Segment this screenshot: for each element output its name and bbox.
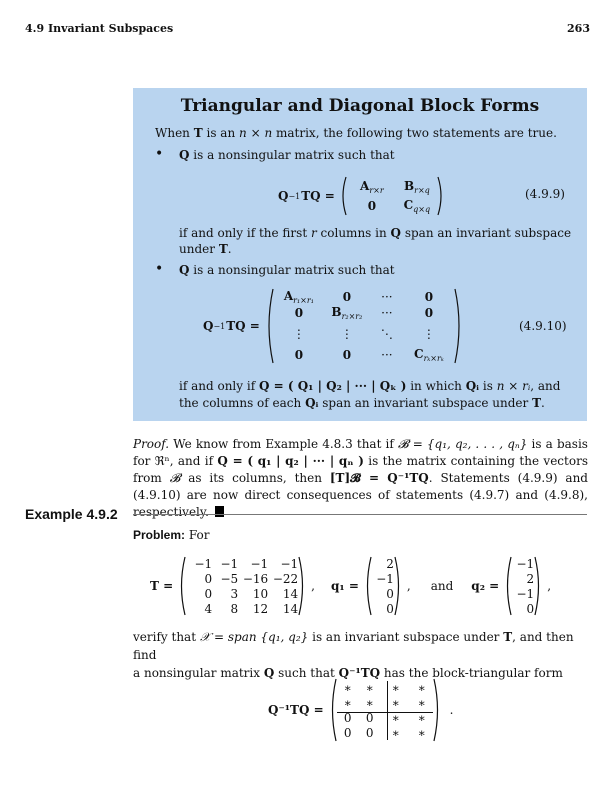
page-number: 263	[567, 22, 590, 35]
matrix-cell: −16	[242, 571, 269, 586]
eq2-matrix	[274, 290, 454, 362]
item2-Q: Q	[179, 263, 190, 277]
q2-vector	[512, 557, 534, 616]
eq-number: (4.9.9)	[525, 187, 565, 201]
iff1: if and only if the first r columns in Q span an invariant subspace under T.	[179, 226, 572, 256]
matrix-cell: 0	[526, 601, 535, 616]
matrix-cell: 0	[365, 710, 374, 725]
bullet: •	[155, 146, 164, 162]
matrix-cell: 0	[386, 586, 394, 601]
left-paren	[328, 678, 337, 742]
eq2-zero: 0	[342, 290, 352, 304]
right-paren	[394, 556, 403, 616]
matrix-cell: ∗	[391, 710, 400, 725]
matrix-cell: 0	[343, 725, 352, 740]
qed-mark	[215, 506, 224, 517]
intro-text: is an	[206, 126, 236, 140]
theorem-box	[133, 88, 587, 421]
box-intro	[155, 126, 557, 140]
matrix-cell: 0	[343, 710, 352, 725]
section-title: 4.9 Invariant Subspaces	[25, 22, 174, 35]
item1-Q: Q	[179, 148, 190, 162]
eq1-sup: −1	[288, 191, 301, 201]
eq2-hdots: ···	[381, 306, 393, 320]
matrix-cell: ∗	[417, 680, 426, 695]
matrix-cell: 3	[230, 586, 239, 601]
eq1-C: $C_{q\times q}$	[403, 197, 431, 214]
eq1-matrix	[347, 179, 437, 214]
eq2-vdots: ⋮	[340, 327, 353, 341]
matrix-cell: −1	[220, 556, 239, 571]
eq2-C: $C_{r_k\times r_k}$	[414, 347, 444, 363]
matrix-cell: −5	[220, 571, 239, 586]
eq2-vdots: ⋮	[292, 327, 305, 341]
example-matrices: T = −1 −1 −1 −1 0 −5 −16 −22 0 3 10 14 4 8 12 14 , q₁ = 2 −1 0 0 , and q₂ = −1 2 −1 0 ,	[150, 556, 552, 616]
eq1-TQ: TQ =	[301, 189, 335, 203]
matrix-cell: 4	[204, 601, 213, 616]
matrix-cell: 12	[252, 601, 269, 616]
matrix-cell: −1	[280, 556, 299, 571]
matrix-cell: ∗	[365, 680, 374, 695]
intro-text: When	[155, 126, 190, 140]
matrix-cell: ∗	[391, 725, 400, 740]
left-paren	[177, 556, 186, 616]
eq1-B: $B_{r\times q}$	[403, 178, 430, 195]
final-lhs: Q⁻¹TQ =	[268, 703, 324, 717]
block-triangular-form: Q⁻¹TQ = ∗ ∗ ∗ ∗ ∗ ∗ ∗ ∗ 0 0 ∗ ∗ 0 0 ∗ ∗ .	[268, 678, 454, 742]
matrix-cell: −1	[250, 556, 269, 571]
matrix-cell: 10	[252, 586, 269, 601]
left-paren	[503, 556, 512, 616]
eq2-zero: 0	[294, 348, 304, 362]
equation-4-9-9	[278, 176, 445, 216]
item1	[179, 148, 395, 162]
eq2-hdots: ···	[381, 290, 393, 304]
matrix-cell: ∗	[343, 680, 352, 695]
matrix-cell: ∗	[343, 695, 352, 710]
final-matrix	[337, 682, 433, 740]
matrix-cell: −1	[376, 571, 394, 586]
item2	[179, 263, 395, 277]
eq1-A: $A_{r\times r}$	[360, 178, 384, 195]
q1-label: q₁ =	[331, 579, 359, 593]
left-paren	[339, 176, 347, 216]
eq2-TQ: TQ =	[226, 319, 260, 333]
example-rule	[133, 514, 587, 515]
block-divider-vertical	[387, 681, 388, 740]
final-matrix-wrap	[337, 681, 433, 740]
right-paren	[454, 288, 464, 364]
eq2-zero: 0	[424, 290, 434, 304]
T-matrix	[186, 557, 298, 616]
problem-statement: Problem: For	[133, 528, 210, 542]
matrix-cell: 2	[526, 571, 535, 586]
eq1-zero: 0	[367, 198, 377, 213]
item2-text: is a nonsingular matrix such that	[193, 263, 395, 277]
matrix-cell: ∗	[391, 695, 400, 710]
matrix-cell: 2	[386, 556, 394, 571]
intro-text: matrix, the following two statements are true.	[276, 126, 557, 140]
proof-paragraph: Proof. We know from Example 4.8.3 that if 𝓑 = {q₁, q₂, . . . , qₙ} is a basis for ℜⁿ, and if Q = ( q₁ | q₂ | ··· | qₙ ) is the matrix containing the vectors from 𝓑 as its columns, then [T]𝓑 = Q⁻¹TQ. Statements (4.9.9) and (4.9.10) are now direct consequences of statements (4.9.7) and (4.9.8), respectively.	[133, 437, 588, 519]
example-label: Example 4.9.2	[25, 506, 118, 522]
q2-label: q₂ =	[471, 579, 500, 593]
matrix-cell: ∗	[365, 695, 374, 710]
iff2: if and only if Q = ( Q₁ | Q₂ | ··· | Qₖ ) in which Qᵢ is n × rᵢ, and the columns of each Qᵢ span an invariant subspace under T.	[179, 379, 561, 410]
verify-paragraph: verify that 𝒳 = span {q₁, q₂} is an invariant subspace under T, and then find a nonsingular matrix Q such that Q⁻¹TQ has the block-triangular form	[133, 630, 574, 680]
matrix-cell: ∗	[417, 725, 426, 740]
block-divider-horizontal	[337, 712, 433, 713]
matrix-cell: −1	[194, 556, 213, 571]
matrix-cell: 0	[365, 725, 374, 740]
matrix-cell: ∗	[417, 695, 426, 710]
right-paren	[433, 678, 442, 742]
matrix-cell: 14	[282, 601, 299, 616]
eq2-ddots: ⋱	[380, 327, 393, 341]
eq2-hdots: ···	[381, 348, 393, 362]
matrix-cell: 0	[204, 571, 213, 586]
matrix-cell: 8	[230, 601, 239, 616]
matrix-cell: ∗	[417, 710, 426, 725]
bullet: •	[155, 261, 164, 277]
eq2-zero: 0	[342, 348, 352, 362]
eq2-A: $A_{r_1\times r_1}$	[283, 289, 314, 305]
matrix-cell: ∗	[391, 680, 400, 695]
eq-number: (4.9.10)	[519, 319, 567, 333]
right-paren	[298, 556, 307, 616]
left-paren	[363, 556, 372, 616]
eq1-Q: Q	[278, 189, 289, 203]
T-label: T =	[150, 579, 174, 593]
box-title: Triangular and Diagonal Block Forms	[180, 96, 540, 116]
right-paren	[534, 556, 543, 616]
matrix-cell: 0	[386, 601, 394, 616]
eq2-zero: 0	[424, 306, 434, 320]
matrix-cell: 14	[282, 586, 299, 601]
eq2-vdots: ⋮	[422, 327, 435, 341]
eq2-Q: Q	[203, 319, 214, 333]
right-paren	[437, 176, 445, 216]
q1-vector	[372, 557, 394, 616]
eq2-sup: −1	[213, 321, 226, 331]
eq2-B: $B_{r_2\times r_2}$	[331, 305, 363, 321]
matrix-cell: 0	[204, 586, 213, 601]
left-paren	[264, 288, 274, 364]
item1-text: is a nonsingular matrix such that	[193, 148, 395, 162]
matrix-cell: −1	[516, 586, 535, 601]
running-head	[25, 22, 590, 38]
intro-dim: n × n	[239, 126, 273, 140]
problem-label: Problem:	[133, 528, 186, 542]
eq2-zero: 0	[294, 306, 304, 320]
matrix-cell: −22	[272, 571, 299, 586]
proof-label: Proof.	[133, 437, 170, 451]
equation-4-9-10	[203, 288, 464, 364]
intro-T: T	[193, 126, 203, 140]
matrix-cell: −1	[516, 556, 535, 571]
